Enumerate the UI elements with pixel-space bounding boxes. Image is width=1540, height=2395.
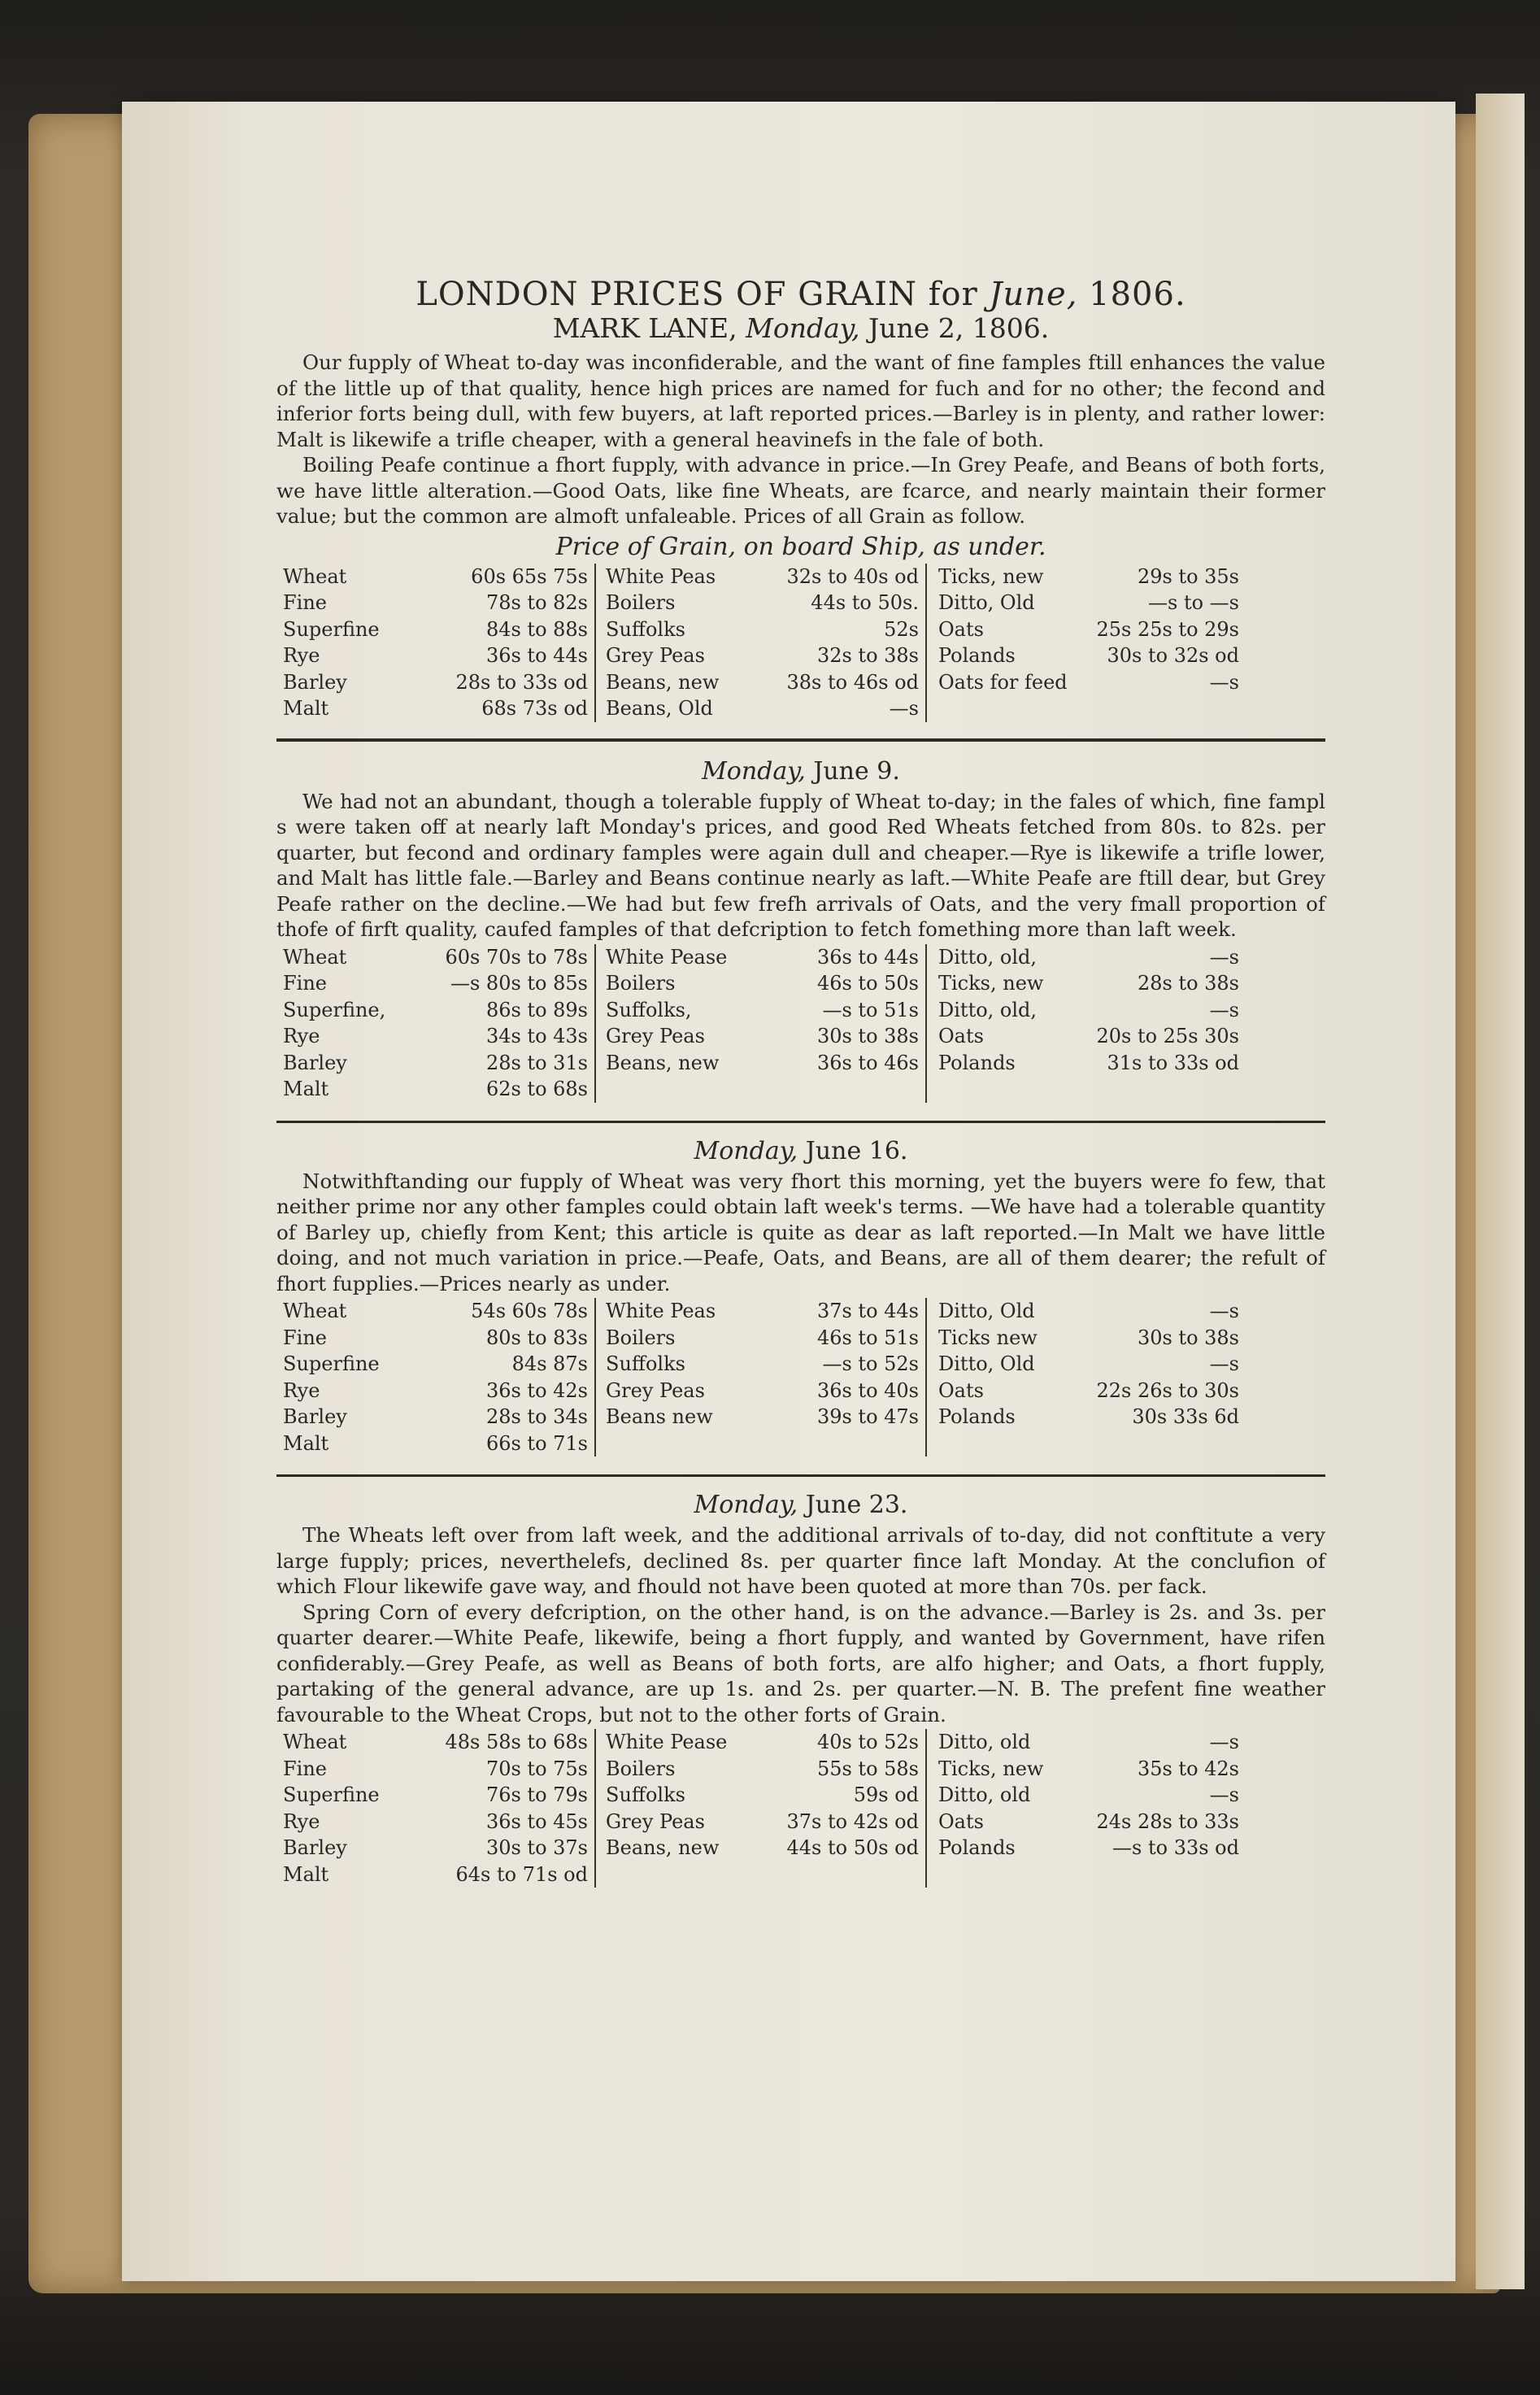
grain-price: 30s to 38s	[816, 1025, 919, 1047]
grain-name: Barley	[283, 1051, 347, 1074]
grain-price: 30s to 32s od	[1107, 644, 1239, 667]
grain-name: Beans, new	[606, 670, 720, 694]
grain-price: —s	[1209, 1783, 1239, 1806]
grain-price: 35s to 42s	[1137, 1757, 1239, 1780]
grain-price: 28s to 38s	[1137, 972, 1239, 995]
price-row	[938, 1351, 1239, 1378]
price-row	[938, 1325, 1239, 1352]
grain-price: 44s to 50s.	[811, 591, 919, 614]
grain-name: Rye	[283, 1809, 320, 1833]
price-row	[938, 1835, 1239, 1862]
grain-name: Wheat	[283, 1300, 347, 1322]
grain-price: —s	[1209, 998, 1239, 1021]
price-row	[606, 590, 919, 616]
section-heading-june-16: Monday, June 16.	[694, 1136, 908, 1165]
divider	[276, 1121, 1325, 1123]
price-row	[938, 944, 1239, 971]
grain-price: —s	[1209, 1352, 1239, 1375]
price-row	[283, 616, 588, 643]
page-content	[276, 277, 1325, 1888]
grain-name: Barley	[283, 1836, 347, 1859]
grain-name: White Pease	[606, 945, 728, 969]
page-title: LONDON PRICES OF GRAIN for June, 1806.	[415, 276, 1186, 313]
grain-price: 36s to 40s	[816, 1378, 919, 1402]
grain-name: Oats	[938, 1809, 984, 1833]
price-row	[283, 1430, 588, 1457]
price-row	[606, 616, 919, 643]
grain-name: Ditto, old	[938, 1783, 1031, 1806]
grain-price: 20s to 25s 30s	[1096, 1025, 1239, 1047]
price-row	[606, 1023, 919, 1050]
grain-name: Ditto, old,	[938, 945, 1038, 969]
divider	[276, 1474, 1325, 1477]
price-row	[938, 564, 1239, 590]
price-column	[927, 564, 1246, 722]
price-row	[938, 1050, 1239, 1077]
grain-name: Malt	[283, 1078, 329, 1100]
grain-name: Polands	[938, 1405, 1016, 1428]
grain-price: 84s to 88s	[485, 617, 588, 641]
price-row	[938, 1378, 1239, 1404]
price-row	[283, 970, 588, 997]
price-table	[276, 1298, 1325, 1457]
price-row	[283, 642, 588, 669]
grain-price: 30s to 38s	[1137, 1326, 1239, 1349]
price-row	[938, 590, 1239, 616]
price-row	[938, 970, 1239, 997]
grain-name: Fine	[283, 591, 327, 614]
grain-price: —s	[1209, 1731, 1239, 1753]
grain-name: Beans new	[606, 1405, 713, 1428]
price-column	[276, 944, 594, 1103]
grain-price: 36s to 44s	[485, 644, 588, 667]
grain-name: Oats	[938, 1025, 984, 1047]
grain-name: Malt	[283, 697, 329, 720]
grain-price: 76s to 79s	[485, 1783, 588, 1806]
grain-price: —s to 51s	[822, 998, 919, 1021]
grain-price: 28s to 34s	[485, 1405, 588, 1428]
facing-page-edge	[1476, 94, 1525, 2289]
grain-price: 84s 87s	[511, 1352, 588, 1375]
report-paragraph: Spring Corn of every defcription, on the other hand, is on the advance.—Barley is 2s. and 3s. per quarter dearer.—White Peafe, likewife, being a fhort fupply, and wanted by Government, have rifen confiderably.—Grey Peafe, as well as Beans of both forts, are alfo higher; and Oats, a fhort fupply, partaking of the general advance, are up 1s. and 2s. per quarter.—N. B. The prefent fine weather favourable to the Wheat Crops, but not to the other forts of Grain.	[276, 1600, 1325, 1727]
price-row	[283, 1756, 588, 1783]
price-row	[606, 1835, 919, 1862]
grain-price: 70s to 75s	[485, 1757, 588, 1780]
price-column	[927, 1298, 1246, 1457]
grain-name: Barley	[283, 670, 347, 694]
price-table	[276, 944, 1325, 1103]
grain-name: Beans, new	[606, 1051, 720, 1074]
grain-price: 32s to 38s	[816, 644, 919, 667]
grain-name: White Peas	[606, 564, 716, 588]
price-column	[594, 1729, 927, 1888]
price-row	[283, 1023, 588, 1050]
grain-price: 46s to 50s	[816, 972, 919, 995]
price-row	[938, 1782, 1239, 1809]
price-row	[283, 1809, 588, 1835]
grain-name: Polands	[938, 644, 1016, 667]
price-row	[283, 590, 588, 616]
grain-name: Rye	[283, 1378, 320, 1402]
grain-price: —s	[1209, 945, 1239, 969]
price-row	[606, 1298, 919, 1325]
price-row	[938, 1756, 1239, 1783]
grain-price: 62s to 68s	[485, 1078, 588, 1100]
grain-name: Oats for feed	[938, 670, 1068, 694]
report-paragraph: Our fupply of Wheat to-day was inconfiderable, and the want of fine famples ftill enhances the value of the little up of that quality, hence high prices are named for fuch and for no other; the fecond and inferior forts being dull, with few buyers, at laft reported prices.—Barley is in plenty, and rather lower: Malt is likewife a trifle cheaper, with a general heavinefs in the fale of both.	[276, 351, 1325, 451]
grain-price: 37s to 42s od	[786, 1809, 919, 1833]
grain-name: Barley	[283, 1405, 347, 1428]
grain-name: White Peas	[606, 1300, 716, 1322]
grain-name: Fine	[283, 972, 327, 995]
price-column	[594, 564, 927, 722]
grain-price: 44s to 50s od	[786, 1836, 919, 1859]
price-row	[283, 1325, 588, 1352]
price-row	[606, 1050, 919, 1077]
grain-price: 30s to 37s	[485, 1836, 588, 1859]
price-row	[606, 1351, 919, 1378]
price-row	[283, 944, 588, 971]
price-row	[283, 1351, 588, 1378]
grain-name: Polands	[938, 1836, 1016, 1859]
grain-price: —s	[889, 697, 919, 720]
grain-price: —s	[1209, 1300, 1239, 1322]
grain-name: Superfine	[283, 617, 380, 641]
grain-name: Fine	[283, 1326, 327, 1349]
price-row	[606, 1729, 919, 1756]
price-row	[938, 669, 1239, 696]
grain-name: Suffolks	[606, 1783, 685, 1806]
grain-price: 40s to 52s	[816, 1731, 919, 1753]
grain-price: 60s 70s to 78s	[445, 945, 588, 969]
grain-price: 32s to 40s od	[786, 564, 919, 588]
grain-name: Ticks, new	[938, 564, 1044, 588]
price-row	[606, 970, 919, 997]
grain-name: Polands	[938, 1051, 1016, 1074]
price-row	[283, 695, 588, 722]
grain-name: White Pease	[606, 1731, 728, 1753]
grain-name: Beans, new	[606, 1836, 720, 1859]
price-row	[283, 669, 588, 696]
price-table-subheading: Price of Grain, on board Ship, as under.	[555, 532, 1046, 561]
price-column	[927, 944, 1246, 1103]
grain-name: Beans, Old	[606, 697, 713, 720]
grain-price: 36s to 45s	[485, 1809, 588, 1833]
grain-name: Boilers	[606, 1757, 676, 1780]
grain-price: —s to —s	[1148, 591, 1239, 614]
price-row	[606, 642, 919, 669]
grain-name: Ditto, Old	[938, 591, 1035, 614]
price-row	[606, 944, 919, 971]
grain-price: —s 80s to 85s	[450, 972, 588, 995]
price-row	[283, 1835, 588, 1862]
price-row	[606, 1404, 919, 1430]
grain-name: Suffolks	[606, 617, 685, 641]
price-column	[594, 1298, 927, 1457]
grain-name: Wheat	[283, 945, 347, 969]
grain-name: Oats	[938, 1378, 984, 1402]
price-row	[283, 1076, 588, 1103]
grain-name: Superfine,	[283, 998, 386, 1021]
grain-name: Grey Peas	[606, 1378, 705, 1402]
grain-price: 55s to 58s	[816, 1757, 919, 1780]
grain-price: 22s 26s to 30s	[1096, 1378, 1239, 1402]
grain-name: Rye	[283, 644, 320, 667]
price-row	[606, 669, 919, 696]
grain-price: —s to 33s od	[1112, 1836, 1239, 1859]
price-row	[938, 1298, 1239, 1325]
grain-name: Malt	[283, 1862, 329, 1886]
price-table	[276, 1729, 1325, 1888]
grain-price: 37s to 44s	[816, 1300, 919, 1322]
report-paragraph: The Wheats left over from laft week, and the additional arrivals of to-day, did not conftitute a very large fupply; prices, neverthelefs, declined 8s. per quarter fince laft Monday. At the conclufion of which Flour likewife gave way, and fhould not have been quoted at more than 70s. per fack.	[276, 1523, 1325, 1598]
grain-price: 54s 60s 78s	[471, 1300, 588, 1322]
price-row	[283, 1378, 588, 1404]
grain-price: 52s	[884, 617, 919, 641]
price-row	[606, 1809, 919, 1835]
grain-name: Superfine	[283, 1352, 380, 1375]
grain-price: 38s to 46s od	[786, 670, 919, 694]
grain-price: 39s to 47s	[816, 1405, 919, 1428]
price-row	[938, 1404, 1239, 1430]
grain-name: Ditto, old	[938, 1731, 1031, 1753]
price-row	[606, 1378, 919, 1404]
price-row	[283, 1050, 588, 1077]
price-row	[938, 1809, 1239, 1835]
grain-price: 59s od	[853, 1783, 919, 1806]
price-row	[283, 1404, 588, 1430]
grain-price: 28s to 31s	[485, 1051, 588, 1074]
price-column	[276, 564, 594, 722]
grain-name: Boilers	[606, 972, 676, 995]
grain-name: Boilers	[606, 591, 676, 614]
grain-price: 60s 65s 75s	[471, 564, 588, 588]
grain-name: Ditto, Old	[938, 1300, 1035, 1322]
grain-price: —s to 52s	[822, 1352, 919, 1375]
price-row	[606, 1325, 919, 1352]
grain-price: 31s to 33s od	[1107, 1051, 1239, 1074]
grain-price: 86s to 89s	[485, 998, 588, 1021]
section-heading-june-23: Monday, June 23.	[694, 1491, 908, 1519]
grain-name: Boilers	[606, 1326, 676, 1349]
grain-price: 28s to 33s od	[455, 670, 588, 694]
divider	[276, 738, 1325, 742]
grain-name: Suffolks	[606, 1352, 685, 1375]
grain-price: 64s to 71s od	[455, 1862, 588, 1886]
grain-name: Superfine	[283, 1783, 380, 1806]
grain-name: Grey Peas	[606, 644, 705, 667]
price-row	[606, 997, 919, 1024]
price-column	[276, 1729, 594, 1888]
grain-name: Ticks, new	[938, 1757, 1044, 1780]
price-row	[283, 1862, 588, 1888]
price-row	[938, 616, 1239, 643]
grain-price: —s	[1209, 670, 1239, 694]
grain-name: Ditto, Old	[938, 1352, 1035, 1375]
section-heading-june-2: MARK LANE, Monday, June 2, 1806.	[552, 312, 1050, 344]
grain-price: 36s to 46s	[816, 1051, 919, 1074]
price-row	[938, 997, 1239, 1024]
price-row	[938, 1023, 1239, 1050]
grain-price: 34s to 43s	[485, 1025, 588, 1047]
price-row	[283, 564, 588, 590]
grain-name: Ticks, new	[938, 972, 1044, 995]
grain-price: 24s 28s to 33s	[1096, 1809, 1239, 1833]
grain-name: Fine	[283, 1757, 327, 1780]
grain-price: 80s to 83s	[485, 1326, 588, 1349]
price-row	[283, 1729, 588, 1756]
section-heading-june-9: Monday, June 9.	[702, 756, 900, 786]
price-row	[283, 997, 588, 1024]
grain-name: Rye	[283, 1025, 320, 1047]
price-row	[938, 1729, 1239, 1756]
price-table	[276, 564, 1325, 722]
grain-price: 25s 25s to 29s	[1096, 617, 1239, 641]
grain-name: Wheat	[283, 564, 347, 588]
grain-price: 36s to 44s	[816, 945, 919, 969]
grain-name: Suffolks,	[606, 998, 692, 1021]
grain-price: 29s to 35s	[1137, 564, 1239, 588]
price-column	[927, 1729, 1246, 1888]
grain-price: 78s to 82s	[485, 591, 588, 614]
report-paragraph: Notwithftanding our fupply of Wheat was very fhort this morning, yet the buyers were fo few, that neither prime nor any other famples could obtain laft week's terms. —We have had a tolerable quantity of Barley up, chiefly from Kent; this article is quite as dear as laft reported.—In Malt we have little doing, and not much variation in price.—Peafe, Oats, and Beans, are all of them dearer; the refult of fhort fupplies.—Prices nearly as under.	[276, 1169, 1325, 1295]
report-paragraph: Boiling Peafe continue a fhort fupply, with advance in price.—In Grey Peafe, and Beans of both forts, we have little alteration.—Good Oats, like fine Wheats, are fcarce, and nearly maintain their former value; but the common are almoft unfaleable. Prices of all Grain as follow.	[276, 453, 1325, 528]
price-column	[276, 1298, 594, 1457]
price-row	[606, 695, 919, 722]
grain-price: 48s 58s to 68s	[445, 1731, 588, 1753]
grain-name: Malt	[283, 1431, 329, 1455]
grain-name: Oats	[938, 617, 984, 641]
grain-price: 66s to 71s	[485, 1431, 588, 1455]
grain-price: 30s 33s 6d	[1132, 1405, 1239, 1428]
price-row	[283, 1782, 588, 1809]
grain-name: Wheat	[283, 1731, 347, 1753]
price-row	[606, 564, 919, 590]
grain-price: 36s to 42s	[485, 1378, 588, 1402]
price-row	[283, 1298, 588, 1325]
grain-price: 46s to 51s	[816, 1326, 919, 1349]
grain-name: Ticks new	[938, 1326, 1038, 1349]
grain-name: Grey Peas	[606, 1025, 705, 1047]
grain-name: Grey Peas	[606, 1809, 705, 1833]
report-paragraph: We had not an abundant, though a tolerable fupply of Wheat to-day; in the fales of which, fine fampl s were taken off at nearly laft Monday's prices, and good Red Wheats fetched from 80s. to 82s. per quarter, but fecond and ordinary famples were again dull and cheaper.—Rye is likewife a trifle lower, and Malt has little fale.—Barley and Beans continue nearly as laft.—White Peafe are ftill dear, but Grey Peafe rather on the decline.—We had but few frefh arrivals of Oats, and the very fmall proportion of thofe of firft quality, caufed famples of that defcription to fetch fomething more than laft week.	[276, 789, 1325, 941]
price-row	[938, 642, 1239, 669]
price-row	[606, 1782, 919, 1809]
price-column	[594, 944, 927, 1103]
grain-price: 68s 73s od	[481, 697, 588, 720]
price-row	[606, 1756, 919, 1783]
grain-name: Ditto, old,	[938, 998, 1038, 1021]
